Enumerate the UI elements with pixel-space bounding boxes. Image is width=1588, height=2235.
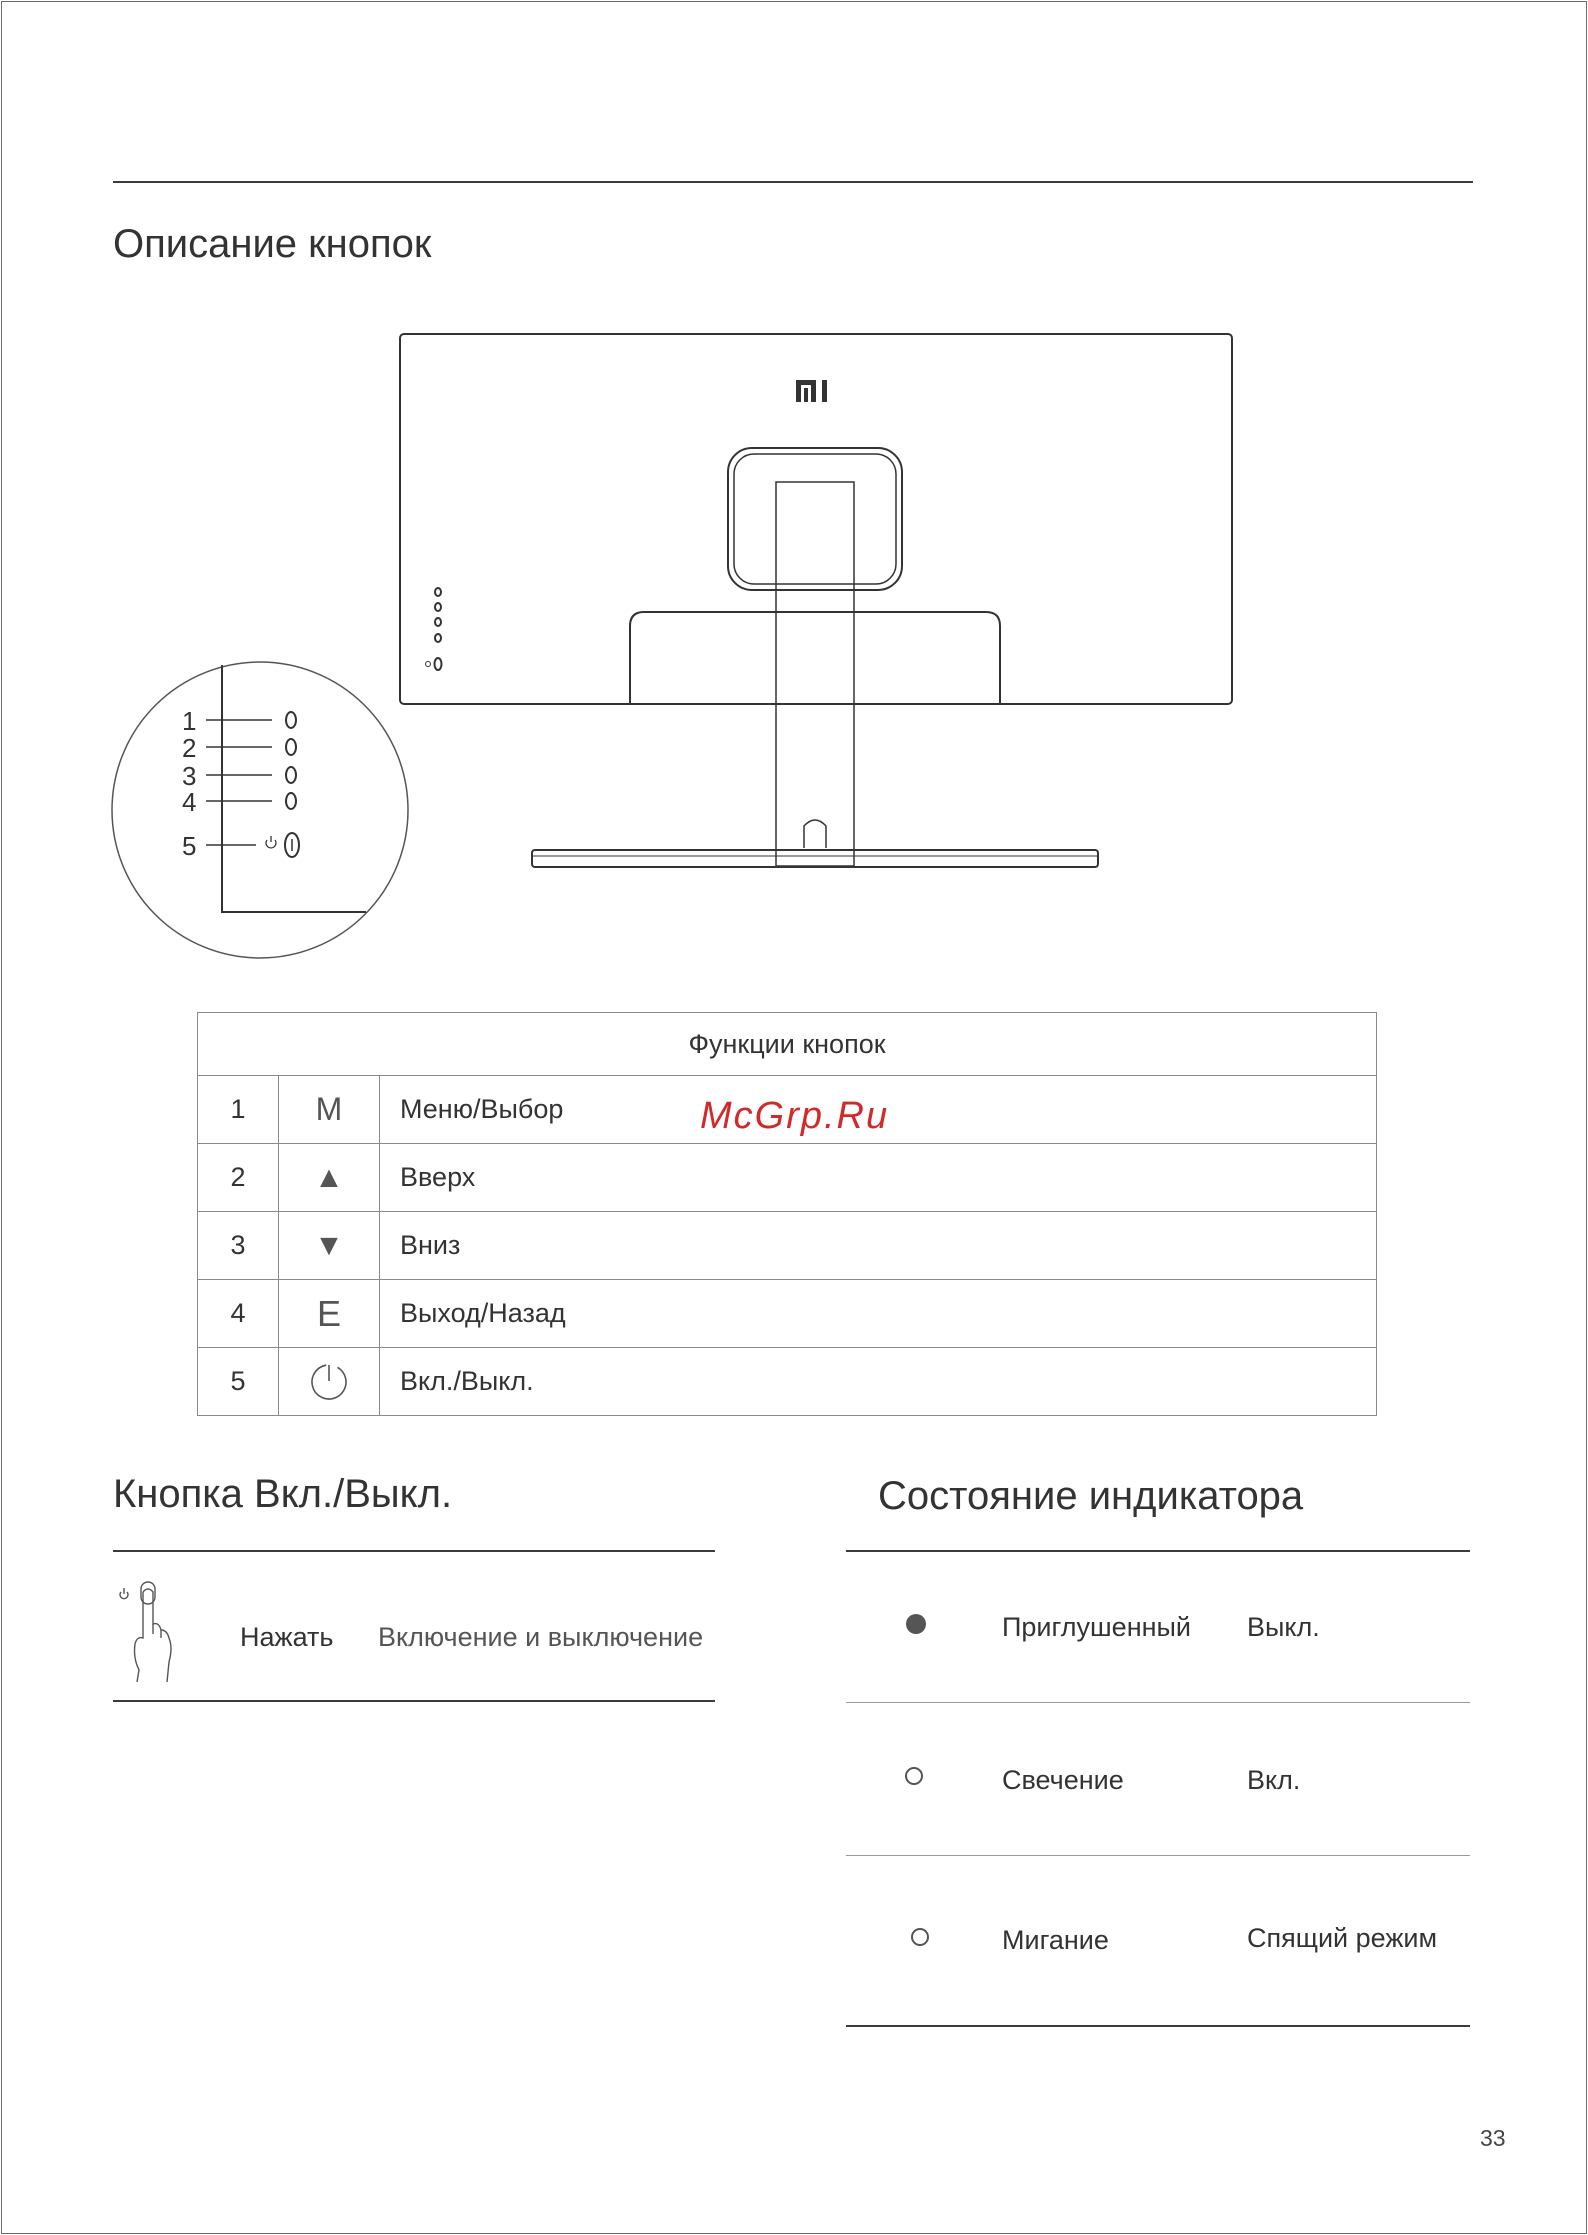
- table-row: [198, 1280, 1377, 1348]
- lower-housing: [630, 612, 1000, 704]
- power-result: Включение и выключение: [378, 1622, 704, 1652]
- indicator-section-title: Состояние индикатора: [878, 1474, 1304, 1518]
- row-number: 5: [198, 1348, 279, 1416]
- indicator-meaning: Спящий режим: [1247, 1923, 1438, 1953]
- monitor-back-diagram: [0, 0, 1588, 1000]
- section-title: Описание кнопок: [113, 222, 432, 266]
- hollow-dot-icon: [905, 1767, 923, 1785]
- callout-number: 4: [182, 787, 197, 817]
- indicator-rule: [846, 1550, 1470, 1552]
- button-4: [286, 793, 296, 809]
- hollow-dot-icon: [911, 1928, 929, 1946]
- power-icon: [279, 1348, 380, 1416]
- button-callout: [112, 662, 408, 958]
- stand-base: [532, 850, 1098, 867]
- triangle-down-icon: ▼: [279, 1212, 380, 1280]
- indicator-meaning: Вкл.: [1247, 1765, 1301, 1795]
- menu-letter-icon: M: [279, 1076, 380, 1144]
- indicator-divider: [846, 1702, 1470, 1703]
- row-label: Меню/Выбор: [380, 1076, 1377, 1144]
- power-icon: [266, 836, 276, 848]
- row-label: Вверх: [380, 1144, 1377, 1212]
- indicator-state: Мигание: [1002, 1925, 1109, 1955]
- row-number: 1: [198, 1076, 279, 1144]
- stand-column: [776, 482, 854, 866]
- indicator-bottom-rule: [846, 2025, 1470, 2027]
- row-label: Вниз: [380, 1212, 1377, 1280]
- table-row: [198, 1144, 1377, 1212]
- exit-letter-icon: E: [279, 1280, 380, 1348]
- row-number: 3: [198, 1212, 279, 1280]
- button-1: [286, 712, 296, 728]
- triangle-up-icon: ▲: [279, 1144, 380, 1212]
- row-label: Вкл./Выкл.: [380, 1348, 1377, 1416]
- xiaomi-logo-icon: [796, 380, 827, 402]
- row-number: 4: [198, 1280, 279, 1348]
- power-top-rule: [113, 1550, 715, 1552]
- finger-press-power-icon: [115, 1578, 185, 1688]
- table-header-row: [198, 1013, 1377, 1076]
- button-3: [286, 767, 296, 783]
- table-header: Функции кнопок: [198, 1013, 1377, 1076]
- watermark: McGrp.Ru: [700, 1095, 890, 1137]
- power-bottom-rule: [113, 1700, 715, 1702]
- callout-number: 3: [182, 761, 197, 791]
- indicator-state: Свечение: [1002, 1765, 1124, 1795]
- row-number: 2: [198, 1144, 279, 1212]
- callout-number: 5: [182, 831, 197, 861]
- button-functions-table: [197, 1012, 1377, 1416]
- vesa-mount: [728, 448, 902, 590]
- callout-number: 1: [182, 706, 197, 736]
- power-action: Нажать: [240, 1622, 334, 1652]
- button-2: [286, 739, 296, 755]
- indicator-state: Приглушенный: [1002, 1612, 1191, 1642]
- table-row: [198, 1348, 1377, 1416]
- table-row: [198, 1212, 1377, 1280]
- indicator-divider: [846, 1855, 1470, 1856]
- page-number: 33: [1480, 2125, 1506, 2151]
- filled-dot-icon: [906, 1614, 926, 1634]
- row-label: Выход/Назад: [380, 1280, 1377, 1348]
- power-section-title: Кнопка Вкл./Выкл.: [113, 1472, 453, 1516]
- callout-number: 2: [182, 733, 197, 763]
- indicator-meaning: Выкл.: [1247, 1612, 1320, 1642]
